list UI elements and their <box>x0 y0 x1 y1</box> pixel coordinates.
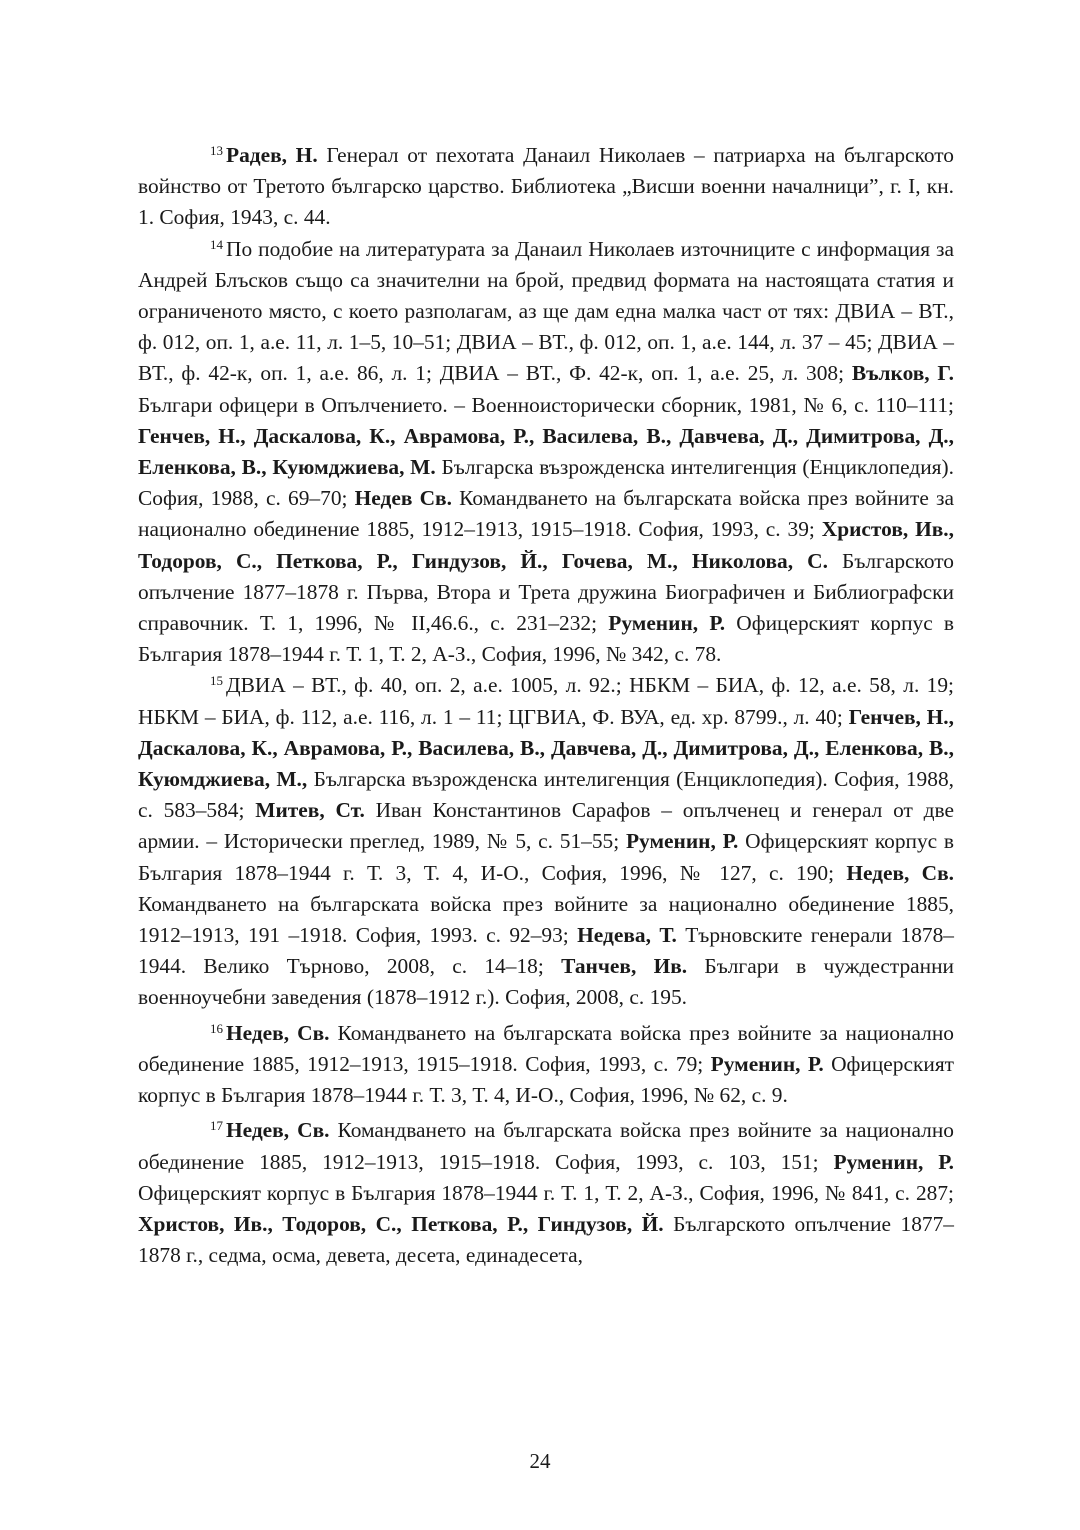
page-number: 24 <box>529 1449 551 1473</box>
footnote-number: 13 <box>210 143 223 158</box>
author-name: Христов, Ив., Тодоров, С., Петкова, Р., Гиндузов, Й. <box>138 1211 664 1236</box>
footnote-text: Офицерският корпус в България 1878–1944 г. Т. 3, Т. 4, И-О., София, 1996, № 127, с. 190; <box>138 829 955 885</box>
author-name: Руменин, Р. <box>833 1149 955 1174</box>
footnote-text: Командването на българската войска през войните за национално обединение 1885, 1912–1913, 1915–1918. София, 1993, с. 79; <box>138 1020 954 1076</box>
author-name: Радев, Н. <box>226 143 318 167</box>
footnote-text: Офицерският корпус в България 1878–1944 г. Т. 3, Т. 4, И-О., София, 1996, № 62, с. 9. <box>138 1051 955 1108</box>
author-name: Танчев, Ив. <box>561 954 688 979</box>
author-name: Вълков, Г. <box>851 361 954 386</box>
footnote-number: 17 <box>210 1118 223 1134</box>
footnote-15 <box>138 670 954 1013</box>
footnote-text: Българи в чуждестранни военноучебни заведения (1878–1912 г.). София, 2008, с. 195. <box>138 954 954 1010</box>
author-name: Недев, Св. <box>226 1020 330 1045</box>
author-name: Генчев, Н., Даскалова, К., Аврамова, Р., Василева, В., Давчева, Д., Димитрова, Д., Еленкова, В., Куюмджиева, М., <box>138 704 954 792</box>
footnote-16 <box>138 1018 954 1112</box>
author-name: Генчев, Н., Даскалова, К., Аврамова, Р., Василева, В., Давчева, Д., Димитрова, Д., Еленкова, В., Куюмджиева, М. <box>138 423 954 480</box>
footnote-text: По подобие на литературата за Данаил Николаев източниците с информация за Андрей Блъсков също са значителни на брой, предвид формата на настоящата статия и ограниченото място, с което разполагам, аз ще дам една малка част от тях: ДВИА – ВТ., ф. 012, оп. 1, а.е. 11, л. 1–5, 10–51; ДВИА – ВТ., ф. 012, оп. 1, а.е. 144, л. 37 – 45; ДВИА – ВТ., ф. 42-к, оп. 1, а.е. 86, л. 1; ДВИА – ВТ., Ф. 42-к, оп. 1, а.е. 25, л. 308; <box>138 236 954 386</box>
footnote-text: Българска възрожденска интелигенция (Енциклопедия). София, 1988, с. 583–584; <box>138 767 954 823</box>
footnote-text: Офицерският корпус в България 1878–1944 г. Т. 1, Т. 2, А-З., София, 1996, № 342, с. 78. <box>138 611 955 667</box>
footnote-text: Търновските генерали 1878–1944. Велико Търново, 2008, с. 14–18; <box>138 923 955 979</box>
author-name: Недев, Св. <box>226 1118 330 1143</box>
footnote-text: Командването на българската войска през войните за национално обединение 1885, 1912–1913, 1915–1918. София, 1993, с. 39; <box>138 486 954 542</box>
author-name: Недев Св. <box>354 486 452 511</box>
footnote-text: Генерал от пехотата Данаил Николаев – патриарха на българското войнство от Третото българско царство. Библиотека „Висши военни началници”, г. I, кн. 1. София, 1943, с. 44. <box>138 143 954 230</box>
footnote-number: 14 <box>210 236 223 252</box>
footnote-number: 15 <box>210 673 223 689</box>
author-name: Митев, Ст. <box>255 798 365 823</box>
document-page <box>138 140 954 1271</box>
footnotes-section <box>138 140 954 1271</box>
footnote-text: ДВИА – ВТ., ф. 40, оп. 2, а.е. 1005, л. 92.; НБКМ – БИА, ф. 12, а.е. 58, л. 19; НБКМ – БИА, ф. 112, а.е. 116, л. 1 – 11; ЦГВИА, Ф. ВУА, ед. хр. 8799., л. 40; <box>138 673 954 729</box>
footnote-number: 16 <box>210 1020 223 1036</box>
footnote-text: Българското опълчение 1877–1878 г., седма, осма, девета, десета, единадесета, <box>138 1211 955 1268</box>
footnote-14 <box>138 234 954 671</box>
footnote-text: Офицерският корпус в България 1878–1944 г. Т. 1, Т. 2, А-З., София, 1996, № 841, с. 287; <box>138 1180 954 1205</box>
author-name: Христов, Ив., Тодоров, С., Петкова, Р., Гиндузов, Й., Гочева, М., Николова, С. <box>138 517 954 573</box>
footnote-text: Командването на българската войска през войните за национално обединение 1885, 1912–1913, 191 –1918. София, 1993. с. 92–93; <box>138 891 954 948</box>
author-name: Недев, Св. <box>846 860 954 885</box>
footnote-text: Българска възрожденска интелигенция (Енциклопедия). София, 1988, с. 69–70; <box>138 455 954 511</box>
footnote-text: Българското опълчение 1877–1878 г. Първа, Втора и Трета дружина Биографичен и Библиографски справочник. Т. 1, 1996, № II,46.6., с. 231–232; <box>138 548 954 636</box>
author-name: Руменин, Р. <box>710 1051 824 1076</box>
footnote-text: Иван Константинов Сарафов – опълченец и генерал от две армии. – Исторически преглед, 1989, № 5, с. 51–55; <box>138 798 954 854</box>
footnote-17 <box>138 1115 954 1271</box>
footnote-13 <box>138 140 954 234</box>
author-name: Руменин, Р. <box>608 611 726 636</box>
author-name: Недева, Т. <box>577 923 677 948</box>
footnote-text: Командването на българската войска през войните за национално обединение 1885, 1912–1913, 1915–1918. София, 1993, с. 103, 151; <box>138 1118 954 1174</box>
footnote-text: Българи офицери в Опълчението. – Военноисторически сборник, 1981, № 6, с. 110–111; <box>138 392 954 417</box>
author-name: Руменин, Р. <box>625 829 739 854</box>
